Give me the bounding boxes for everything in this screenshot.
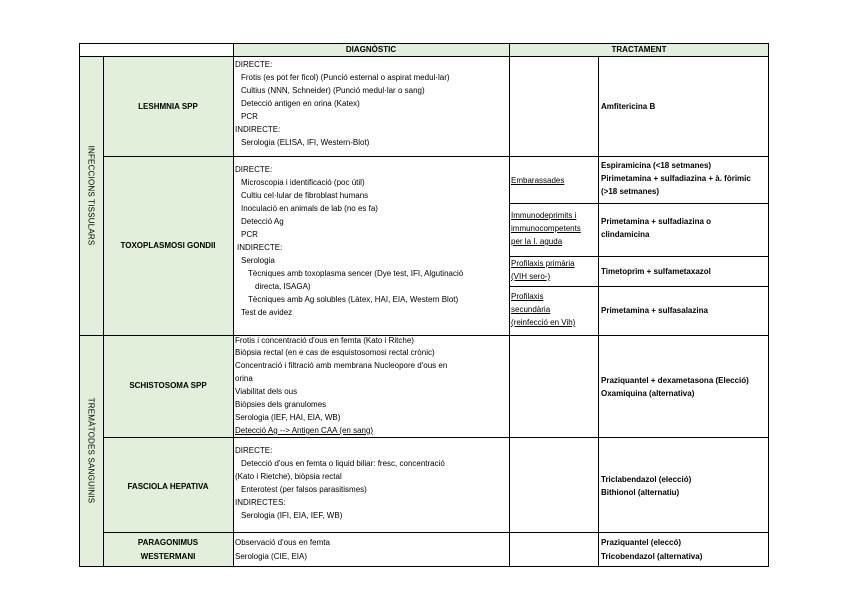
diagnostic-line: Biòpsies dels granulomes [235,400,327,409]
grid-line [79,43,80,567]
leshmnia-treatment: Amfitericina B [601,102,656,111]
treatment-line: Praziquantel (eleccó) [601,538,682,547]
treatment-line: Primetamina + sulfadiazina o [601,217,712,226]
grid-line [103,156,769,157]
treatment-profilaxis-primaria: Timetoprim + sulfametaxazol [601,267,711,276]
grid-line [509,286,769,287]
diagnostic-line: Detecció Ag --> Antigen CAA (en sang) [235,426,374,435]
diagnostic-line: Tècniques amb toxoplasma sencer (Dye test, IFI, Algutinació [248,269,464,278]
diagnostic-line: Serologia (IFI, EIA, IEF, WB) [241,511,343,520]
diagnostic-line: Inoculació en animals de lab (no es fa) [241,204,378,213]
group-label-trematodes: TREMÀTODES SANGUINIS [86,397,96,504]
group-label-infeccions: INFECCIONS TISSULARS [86,145,96,246]
grid-line [509,203,769,204]
treatment-line: Oxamiquina (alternativa) [601,389,695,398]
diagnostic-line: Microscopia i identificació (poc útil) [241,178,365,187]
treatment-line: Praziquantel + dexametasona (Elecció) [601,376,749,385]
diagnostic-line: INDIRECTE: [235,125,281,134]
diagnostic-line: Serologia (ELISA, IFI, Western-Blot) [241,138,370,147]
diagnostic-line: Detecció antigen en orina (Katex) [241,99,360,108]
diagnostic-line: Cultiu cel·lular de fibroblast humans [241,191,369,200]
header-treatment: TRACTAMENT [611,45,667,54]
situation-line: per la I. aguda [511,237,563,246]
treatment-profilaxis-secundaria: Primetamina + sulfasalazina [601,306,708,315]
diagnostic-line: Observació d'ous en femta [235,538,330,547]
diagnostic-line: DIRECTE: [235,60,273,69]
diagnostic-line: Concentració i filtració amb membrana Nucleopore d'ous en [235,361,448,370]
diagnostic-line: DIRECTE: [235,446,273,455]
diagnostic-line: Detecció d'ous en femta o liquid biliar: fresc, concentració [241,459,445,468]
treatment-line: (>18 setmanes) [601,187,660,196]
situation-line: immunocompetents [511,224,581,233]
grid-line [768,43,769,567]
situation-line: (reinfecció en Vih) [511,318,576,327]
grid-line [79,56,769,57]
diagnostic-line: Detecció Ag [241,217,284,226]
situation-line: (VIH sero-) [511,272,551,281]
situation-line: Profilaxis [511,292,544,301]
diagnostic-line: directa, ISAGA) [255,282,311,291]
diagnostic-line: INDIRECTE: [237,243,283,252]
row-name-line: WESTERMANI [140,552,196,561]
diagnostic-line: Tècniques amb Ag solubles (Làtex, HAI, EIA, Western Blot) [248,295,459,304]
diagnostic-line: Viabilitat dels ous [235,387,298,396]
diagnostic-line: Frotis (es pot fer ficol) (Punció esternal o aspirat medul·lar) [241,73,450,82]
row-name-leshmnia: LESHMNIA SPP [138,102,198,111]
grid-line [598,56,599,567]
diagnostic-line: Biòpsia rectal (en e cas de esquistosomosi rectal crònic) [235,348,435,357]
header-diagnostic: DIAGNÒSTIC [345,45,397,54]
grid-line [79,566,769,567]
diagnostic-line: DIRECTE: [235,165,273,174]
diagnostic-line: Cultius (NNN, Schneider) (Punció medul·lar o sang) [241,86,425,95]
diagnostic-line: Serologia (IEF, HAI, EIA, WB) [235,413,341,422]
grid-line [79,335,769,336]
treatment-line: Espiramicina (<18 setmanes) [601,161,712,170]
diagnostic-line: Frotis i concentració d'ous en femta (Kato i Ritche) [235,336,414,345]
grid-line [103,437,769,438]
situation-line: Immunodeprimits i [511,211,577,220]
situation-embarassades: Embarassades [511,176,565,185]
row-name-schistosoma: SCHISTOSOMA SPP [129,381,207,390]
treatment-line: Triclabendazol (elecció) [601,475,692,484]
treatment-line: Bithionol (alternatiu) [601,488,680,497]
row-name-line: PARAGONIMUS [137,538,199,547]
grid-line [509,43,510,567]
treatment-line: clindamicina [601,230,650,239]
diagnostic-line: (Kato i Rietche), biòpsia rectal [235,472,342,481]
grid-line [103,532,769,533]
diagnostic-line: PCR [241,230,258,239]
grid-line [509,256,769,257]
row-name-toxoplasmosi: TOXOPLASMOSI GONDII [120,241,216,250]
treatment-line: Tricobendazol (alternativa) [601,552,703,561]
situation-line: Profilaxis primària [511,259,575,268]
diagnostic-line: Test de avidez [241,308,293,317]
diagnostic-line: Serologia [241,256,275,265]
diagnostic-line: orina [235,374,253,383]
grid-line [233,43,234,567]
diagnostic-line: INDIRECTES: [235,498,286,507]
row-name-fasciola: FASCIOLA HEPATIVA [127,482,209,491]
diagnostic-line: PCR [241,112,258,121]
diagnostic-line: Serologia (CIE, EIA) [235,552,308,561]
situation-line: secundària [511,305,551,314]
treatment-line: Pirimetamina + sulfadiazina + à. fòrimic [601,174,751,183]
diagnostic-line: Enterotest (per falsos parasitismes) [241,485,367,494]
